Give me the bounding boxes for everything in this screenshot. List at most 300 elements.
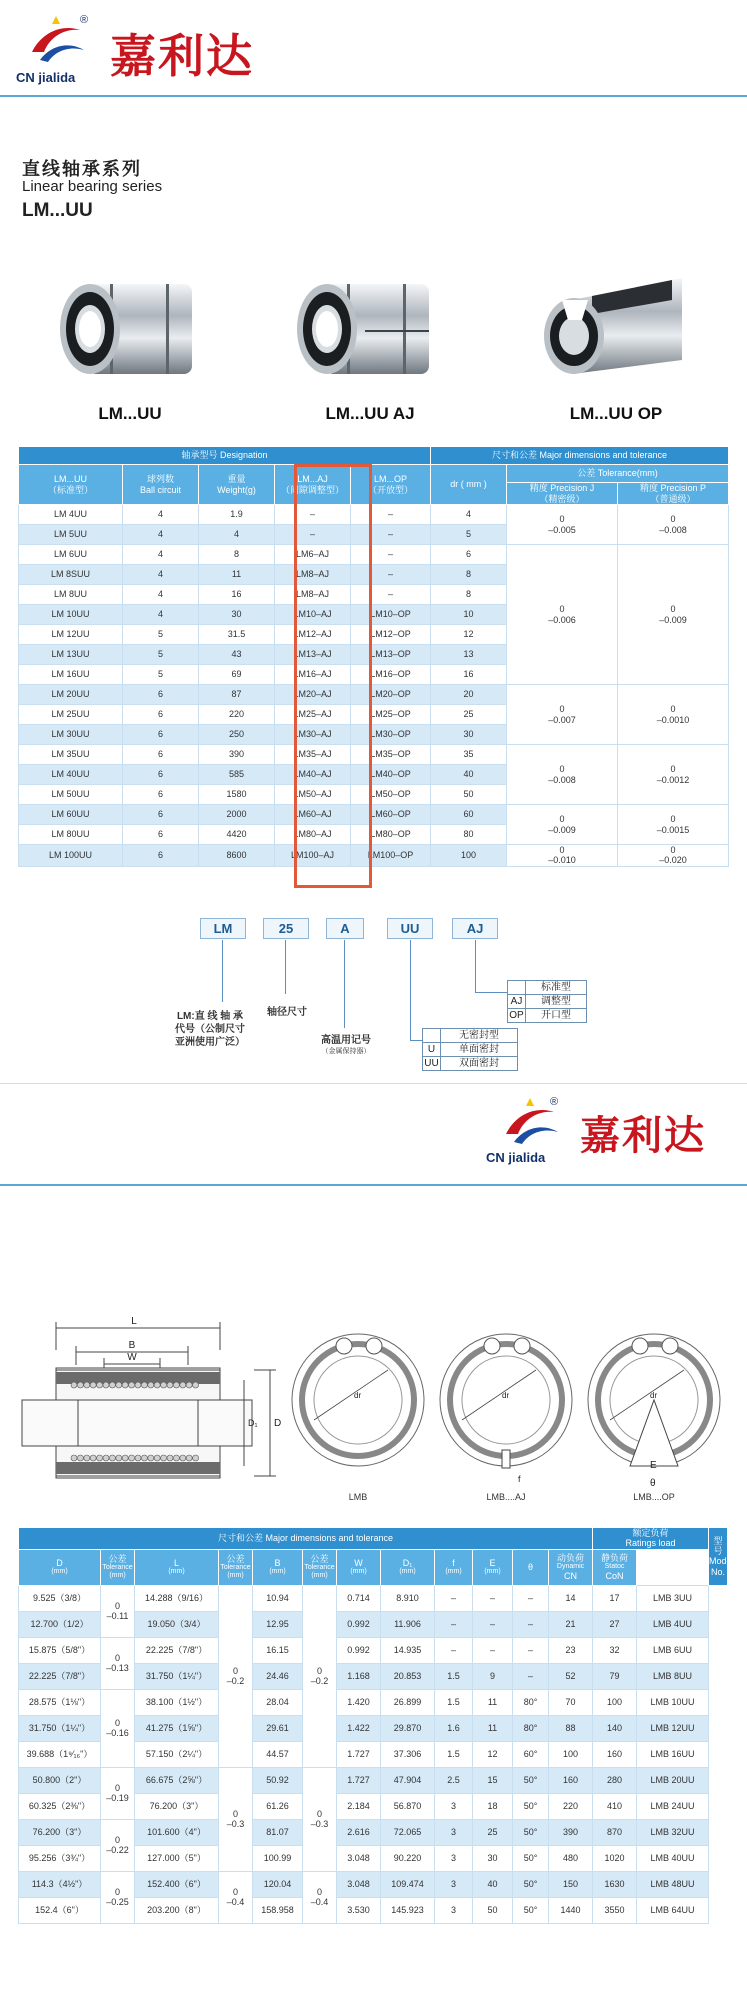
- tolerance-l_tol_groups: 0 –0.3: [219, 1767, 253, 1871]
- t2-col-theta: θ: [513, 1549, 549, 1585]
- cell-b: 50.92: [253, 1767, 303, 1793]
- cell-d: 95.256（3¾"）: [19, 1845, 101, 1871]
- cell-op: LM30–OP: [351, 725, 431, 745]
- cell-f: 3: [435, 1845, 473, 1871]
- cell-op: –: [351, 585, 431, 605]
- cell-l: 66.675（2⅝"）: [135, 1767, 219, 1793]
- cell-aj: LM20–AJ: [275, 685, 351, 705]
- cell-cn: 480: [549, 1845, 593, 1871]
- cell-aj: LM8–AJ: [275, 565, 351, 585]
- cell-e: 18: [473, 1793, 513, 1819]
- code-connector: [410, 1040, 422, 1041]
- cell-theta: 50°: [513, 1793, 549, 1819]
- cell-dr: 8: [431, 565, 507, 585]
- ball-element: [116, 1382, 122, 1388]
- cell-model: LM 10UU: [19, 605, 123, 625]
- cell-cn: 160: [549, 1767, 593, 1793]
- table-row: [19, 1819, 728, 1845]
- table-row: [19, 545, 729, 565]
- cell-op: LM13–OP: [351, 645, 431, 665]
- cell-model: LMB 12UU: [637, 1715, 709, 1741]
- cell-w: 0.992: [337, 1611, 381, 1637]
- tolerance-p: 0 –0.0012: [618, 745, 729, 805]
- diagram-caption-lmb: LMB: [348, 1492, 368, 1502]
- bearing-dimension-diagram: [18, 1310, 728, 1515]
- cell-d1: 109.474: [381, 1871, 435, 1897]
- code-label-size: 轴径尺寸: [267, 1007, 307, 1018]
- cell-l: 14.288（9/16）: [135, 1585, 219, 1611]
- code-part-lm: LM: [200, 918, 246, 939]
- cell-e: 12: [473, 1741, 513, 1767]
- dim-label-d1: D₁: [248, 1418, 258, 1428]
- cell-balls: 6: [123, 845, 199, 867]
- cell-model: LM 5UU: [19, 525, 123, 545]
- header-divider: [0, 95, 747, 97]
- cell-dr: 6: [431, 545, 507, 565]
- ball-element: [186, 1382, 192, 1388]
- cell-op: LM80–OP: [351, 825, 431, 845]
- cell-theta: –: [513, 1585, 549, 1611]
- cell-d: 76.200（3"）: [19, 1819, 101, 1845]
- option-value: 无密封型: [441, 1029, 518, 1043]
- dim-label-l: L: [131, 1316, 137, 1327]
- cell-balls: 5: [123, 645, 199, 665]
- ball-element: [135, 1382, 141, 1388]
- end-view-sleeve: [302, 1344, 414, 1456]
- cell-theta: 80°: [513, 1715, 549, 1741]
- cell-w: 1.422: [337, 1715, 381, 1741]
- ball-element: [122, 1382, 128, 1388]
- diagram-caption-lmb-aj: LMB....AJ: [486, 1492, 526, 1502]
- cell-theta: 80°: [513, 1689, 549, 1715]
- cell-d1: 90.220: [381, 1845, 435, 1871]
- col-lm-uu: LM...UU （标准型）: [19, 465, 123, 505]
- brand-header-2: [480, 1092, 740, 1172]
- brand-english-name: CN jialida: [16, 70, 76, 85]
- cell-balls: 6: [123, 745, 199, 765]
- cell-weight: 220: [199, 705, 275, 725]
- tolerance-d_tol_groups: 0 –0.16: [101, 1689, 135, 1767]
- table-row: [19, 1585, 728, 1611]
- cell-op: LM50–OP: [351, 785, 431, 805]
- end-view-dr-line: [462, 1370, 536, 1420]
- cell-balls: 5: [123, 665, 199, 685]
- end-view-ball: [514, 1338, 530, 1354]
- tolerance-b_tol_groups: 0 –0.3: [303, 1767, 337, 1871]
- tolerance-p: 0 –0.009: [618, 545, 729, 685]
- tolerance-d_tol_groups: 0 –0.13: [101, 1637, 135, 1689]
- cell-theta: 60°: [513, 1741, 549, 1767]
- ball-element: [71, 1382, 77, 1388]
- cell-d1: 145.923: [381, 1897, 435, 1923]
- ball-element: [97, 1382, 103, 1388]
- cell-e: 15: [473, 1767, 513, 1793]
- cell-f: 1.5: [435, 1741, 473, 1767]
- cell-dr: 16: [431, 665, 507, 685]
- cell-balls: 6: [123, 785, 199, 805]
- cell-balls: 4: [123, 565, 199, 585]
- cell-weight: 11: [199, 565, 275, 585]
- cell-b: 28.04: [253, 1689, 303, 1715]
- cell-aj: LM35–AJ: [275, 745, 351, 765]
- t2-col-e: E (mm): [473, 1549, 513, 1585]
- cell-d1: 37.306: [381, 1741, 435, 1767]
- tolerance-group-header: 公差 Tolerance(mm): [507, 465, 729, 483]
- brand-chinese-name: 嘉利达: [110, 29, 254, 83]
- cell-f: 3: [435, 1819, 473, 1845]
- ball-element: [167, 1382, 173, 1388]
- ball-element: [129, 1382, 135, 1388]
- cell-d1: 20.853: [381, 1663, 435, 1689]
- t2-col-f: f (mm): [435, 1549, 473, 1585]
- cell-balls: 6: [123, 805, 199, 825]
- cell-con: 410: [593, 1793, 637, 1819]
- t2-col-b: B (mm): [253, 1549, 303, 1585]
- cell-dr: 25: [431, 705, 507, 725]
- cell-d1: 14.935: [381, 1637, 435, 1663]
- cell-dr: 4: [431, 505, 507, 525]
- cell-e: –: [473, 1611, 513, 1637]
- ball-element: [109, 1455, 115, 1461]
- ball-element: [135, 1455, 141, 1461]
- cell-aj: LM40–AJ: [275, 765, 351, 785]
- ball-element: [116, 1455, 122, 1461]
- cell-l: 203.200（8"）: [135, 1897, 219, 1923]
- cell-cn: 88: [549, 1715, 593, 1741]
- cell-theta: 50°: [513, 1897, 549, 1923]
- cell-weight: 43: [199, 645, 275, 665]
- cell-aj: –: [275, 525, 351, 545]
- cell-f: 2.5: [435, 1767, 473, 1793]
- dim-label-w: W: [127, 1352, 137, 1363]
- cell-model: LM 100UU: [19, 845, 123, 867]
- ball-element: [180, 1455, 186, 1461]
- option-key: OP: [509, 1009, 524, 1021]
- cell-con: 280: [593, 1767, 637, 1793]
- tolerance-j: 0 –0.005: [507, 505, 618, 545]
- cell-model: LM 16UU: [19, 665, 123, 685]
- cell-weight: 87: [199, 685, 275, 705]
- cell-con: 100: [593, 1689, 637, 1715]
- cell-w: 1.420: [337, 1689, 381, 1715]
- cell-weight: 1.9: [199, 505, 275, 525]
- end-view-dr-line: [610, 1370, 684, 1420]
- cell-balls: 4: [123, 525, 199, 545]
- cell-theta: 50°: [513, 1819, 549, 1845]
- cell-w: 0.992: [337, 1637, 381, 1663]
- cell-weight: 30: [199, 605, 275, 625]
- cell-w: 1.727: [337, 1741, 381, 1767]
- cell-aj: LM10–AJ: [275, 605, 351, 625]
- cell-b: 10.94: [253, 1585, 303, 1611]
- ball-element: [122, 1455, 128, 1461]
- cell-balls: 4: [123, 605, 199, 625]
- option-value: 调整型: [526, 995, 587, 1009]
- cell-l: 19.050（3/4）: [135, 1611, 219, 1637]
- cell-d: 39.688（1⁹⁄₁₆"）: [19, 1741, 101, 1767]
- end-view-ball: [336, 1338, 352, 1354]
- cell-op: LM35–OP: [351, 745, 431, 765]
- cell-e: –: [473, 1637, 513, 1663]
- tolerance-d_tol_groups: 0 –0.11: [101, 1585, 135, 1637]
- cell-e: 11: [473, 1689, 513, 1715]
- cell-d: 114.3（4½"）: [19, 1871, 101, 1897]
- dim-label-e: E: [650, 1460, 657, 1471]
- cell-theta: –: [513, 1611, 549, 1637]
- cell-e: –: [473, 1585, 513, 1611]
- t2-col-tol3: 公差 Tolerance (mm): [303, 1549, 337, 1585]
- ball-element: [173, 1455, 179, 1461]
- cell-model: LMB 24UU: [637, 1793, 709, 1819]
- cell-weight: 4: [199, 525, 275, 545]
- ball-element: [71, 1455, 77, 1461]
- cell-dr: 13: [431, 645, 507, 665]
- tolerance-p: 0 –0.0010: [618, 685, 729, 745]
- t2-col-tol2: 公差 Tolerance (mm): [219, 1549, 253, 1585]
- option-value: 双面密封: [441, 1057, 518, 1071]
- ball-element: [90, 1382, 96, 1388]
- cell-weight: 2000: [199, 805, 275, 825]
- cell-aj: LM50–AJ: [275, 785, 351, 805]
- ball-element: [84, 1455, 90, 1461]
- cell-f: –: [435, 1585, 473, 1611]
- cell-weight: 8600: [199, 845, 275, 867]
- cell-cn: 14: [549, 1585, 593, 1611]
- end-view-sleeve: [450, 1344, 562, 1456]
- col-precision-j: 精度 Precision J （精密级）: [507, 483, 618, 505]
- cell-weight: 585: [199, 765, 275, 785]
- cell-balls: 4: [123, 505, 199, 525]
- cell-cn: 23: [549, 1637, 593, 1663]
- product-image-lm-uu: [48, 270, 198, 390]
- cell-cn: 70: [549, 1689, 593, 1715]
- tolerance-l_tol_groups: 0 –0.2: [219, 1585, 253, 1767]
- cell-b: 44.57: [253, 1741, 303, 1767]
- cell-op: –: [351, 505, 431, 525]
- ball-element: [193, 1455, 199, 1461]
- brand-header: [0, 0, 747, 95]
- seal-options: [422, 1028, 518, 1071]
- cell-dr: 12: [431, 625, 507, 645]
- cell-model: LM 25UU: [19, 705, 123, 725]
- cell-b: 61.26: [253, 1793, 303, 1819]
- code-connector: [475, 992, 507, 993]
- series-title-en: Linear bearing series: [22, 178, 163, 195]
- code-part-uu: UU: [387, 918, 433, 939]
- ball-element: [173, 1382, 179, 1388]
- op-opening: [630, 1400, 678, 1466]
- cell-w: 1.727: [337, 1767, 381, 1793]
- code-connector: [222, 940, 223, 1002]
- cell-aj: LM30–AJ: [275, 725, 351, 745]
- cell-d1: 47.904: [381, 1767, 435, 1793]
- end-view-dr-line: [314, 1370, 388, 1420]
- ball-element: [129, 1455, 135, 1461]
- t2-col-model: 型号 Model No.: [709, 1528, 728, 1586]
- option-value: 开口型: [526, 1009, 587, 1023]
- option-value: 单面密封: [441, 1043, 518, 1057]
- cell-dr: 30: [431, 725, 507, 745]
- table-row: [19, 1689, 728, 1715]
- table-row: [19, 685, 729, 705]
- cell-dr: 80: [431, 825, 507, 845]
- code-part-a: A: [326, 918, 364, 939]
- table-row: [19, 845, 729, 867]
- tolerance-j: 0 –0.009: [507, 805, 618, 845]
- t2-col-d: D (mm): [19, 1549, 101, 1585]
- aj-slot: [502, 1450, 510, 1468]
- ball-element: [109, 1382, 115, 1388]
- ball-element: [90, 1455, 96, 1461]
- cell-e: 50: [473, 1897, 513, 1923]
- t2-col-tol: 公差 Tolerance (mm): [101, 1549, 135, 1585]
- cell-dr: 100: [431, 845, 507, 867]
- cell-w: 2.184: [337, 1793, 381, 1819]
- cell-dr: 35: [431, 745, 507, 765]
- cell-op: LM25–OP: [351, 705, 431, 725]
- registered-mark: ®: [550, 1096, 559, 1108]
- cell-op: LM40–OP: [351, 765, 431, 785]
- t2-col-con: 静负荷 Statoc CoN: [593, 1549, 637, 1585]
- cell-model: LMB 20UU: [637, 1767, 709, 1793]
- cell-dr: 50: [431, 785, 507, 805]
- series-model: LM...UU: [22, 200, 93, 221]
- cell-op: LM100–OP: [351, 845, 431, 867]
- end-view-ball: [662, 1338, 678, 1354]
- cell-aj: LM13–AJ: [275, 645, 351, 665]
- product-caption-lm-uu-op: LM...UU OP: [569, 404, 663, 423]
- cell-d1: 11.906: [381, 1611, 435, 1637]
- code-part-size: 25: [263, 918, 309, 939]
- cell-model: LMB 6UU: [637, 1637, 709, 1663]
- cell-theta: 50°: [513, 1871, 549, 1897]
- cell-b: 16.15: [253, 1637, 303, 1663]
- dim-label-d: D: [274, 1418, 282, 1429]
- registered-mark: ®: [80, 14, 89, 26]
- section-divider: [0, 1083, 747, 1084]
- dim-label-f: f: [518, 1474, 521, 1484]
- end-view-ball: [366, 1338, 382, 1354]
- cell-theta: 50°: [513, 1767, 549, 1793]
- product-image-lm-uu-op: [532, 270, 692, 390]
- cell-theta: –: [513, 1663, 549, 1689]
- col-ball-circuit: 球列数 Ball circuit: [123, 465, 199, 505]
- option-key: AJ: [508, 995, 526, 1009]
- cell-f: 1.6: [435, 1715, 473, 1741]
- ball-element: [148, 1382, 154, 1388]
- option-key: U: [423, 1043, 441, 1057]
- cell-d: 9.525（3/8）: [19, 1585, 101, 1611]
- cell-balls: 5: [123, 625, 199, 645]
- cell-e: 9: [473, 1663, 513, 1689]
- cell-weight: 16: [199, 585, 275, 605]
- product-caption-lm-uu-aj: LM...UU AJ: [325, 404, 415, 423]
- cell-aj: LM16–AJ: [275, 665, 351, 685]
- cell-model: LM 6UU: [19, 545, 123, 565]
- cell-e: 30: [473, 1845, 513, 1871]
- tolerance-l_tol_groups: 0 –0.4: [219, 1871, 253, 1923]
- t2-col-l: L (mm): [135, 1549, 219, 1585]
- brand-chinese-name: 嘉利达: [580, 1112, 706, 1159]
- cell-w: 0.714: [337, 1585, 381, 1611]
- cell-balls: 6: [123, 825, 199, 845]
- cell-d1: 26.899: [381, 1689, 435, 1715]
- end-view-ball: [632, 1338, 648, 1354]
- t2-dimensions-group-header: 尺寸和公差 Major dimensions and tolerance: [19, 1528, 593, 1550]
- ball-element: [186, 1455, 192, 1461]
- table-row: [19, 1637, 728, 1663]
- end-view-outer: [292, 1334, 424, 1466]
- cell-f: –: [435, 1637, 473, 1663]
- cell-d1: 72.065: [381, 1819, 435, 1845]
- dim-label-theta: θ: [650, 1478, 656, 1489]
- cell-d: 22.225（7/8"）: [19, 1663, 101, 1689]
- col-dr: dr ( mm ): [431, 465, 507, 505]
- cell-model: LM 40UU: [19, 765, 123, 785]
- aj-column-highlight: [294, 464, 372, 888]
- cell-cn: 52: [549, 1663, 593, 1689]
- product-caption-lm-uu: LM...UU: [98, 404, 162, 423]
- cell-aj: LM8–AJ: [275, 585, 351, 605]
- dim-label-dr: dr: [502, 1391, 510, 1400]
- cell-con: 1630: [593, 1871, 637, 1897]
- brand-english-name: CN jialida: [486, 1150, 546, 1165]
- cell-cn: 21: [549, 1611, 593, 1637]
- cell-balls: 6: [123, 765, 199, 785]
- ball-element: [97, 1455, 103, 1461]
- code-label-lm: LM:直 线 轴 承 代号（公制尺寸 亚洲使用广泛）: [175, 1011, 245, 1048]
- cell-op: –: [351, 525, 431, 545]
- cell-b: 29.61: [253, 1715, 303, 1741]
- tolerance-b_tol_groups: 0 –0.2: [303, 1585, 337, 1767]
- cell-model: LMB 8UU: [637, 1663, 709, 1689]
- ball-element: [103, 1455, 109, 1461]
- cell-model: LM 80UU: [19, 825, 123, 845]
- tolerance-j: 0 –0.007: [507, 685, 618, 745]
- cell-f: 3: [435, 1897, 473, 1923]
- tolerance-p: 0 –0.008: [618, 505, 729, 545]
- cell-l: 22.225（7/8"）: [135, 1637, 219, 1663]
- cell-cn: 390: [549, 1819, 593, 1845]
- cell-d: 31.750（1¼"）: [19, 1715, 101, 1741]
- cell-f: 1.5: [435, 1663, 473, 1689]
- cell-b: 24.46: [253, 1663, 303, 1689]
- cell-cn: 1440: [549, 1897, 593, 1923]
- cell-op: –: [351, 565, 431, 585]
- cell-con: 140: [593, 1715, 637, 1741]
- cell-model: LMB 64UU: [637, 1897, 709, 1923]
- cell-aj: –: [275, 505, 351, 525]
- option-key: [508, 981, 526, 995]
- ball-element: [77, 1455, 83, 1461]
- cell-con: 3550: [593, 1897, 637, 1923]
- ball-element: [154, 1382, 160, 1388]
- cell-w: 3.048: [337, 1871, 381, 1897]
- cell-d: 15.875（5/8"）: [19, 1637, 101, 1663]
- code-connector: [344, 940, 345, 1028]
- cell-op: LM10–OP: [351, 605, 431, 625]
- cell-d1: 8.910: [381, 1585, 435, 1611]
- cell-con: 870: [593, 1819, 637, 1845]
- dim-label-b: B: [128, 1340, 136, 1351]
- table-row: [19, 745, 729, 765]
- code-connector: [410, 940, 411, 1040]
- cell-cn: 150: [549, 1871, 593, 1897]
- ball-element: [161, 1382, 167, 1388]
- cell-w: 2.616: [337, 1819, 381, 1845]
- tolerance-p: 0 –0.020: [618, 845, 729, 867]
- cell-model: LMB 16UU: [637, 1741, 709, 1767]
